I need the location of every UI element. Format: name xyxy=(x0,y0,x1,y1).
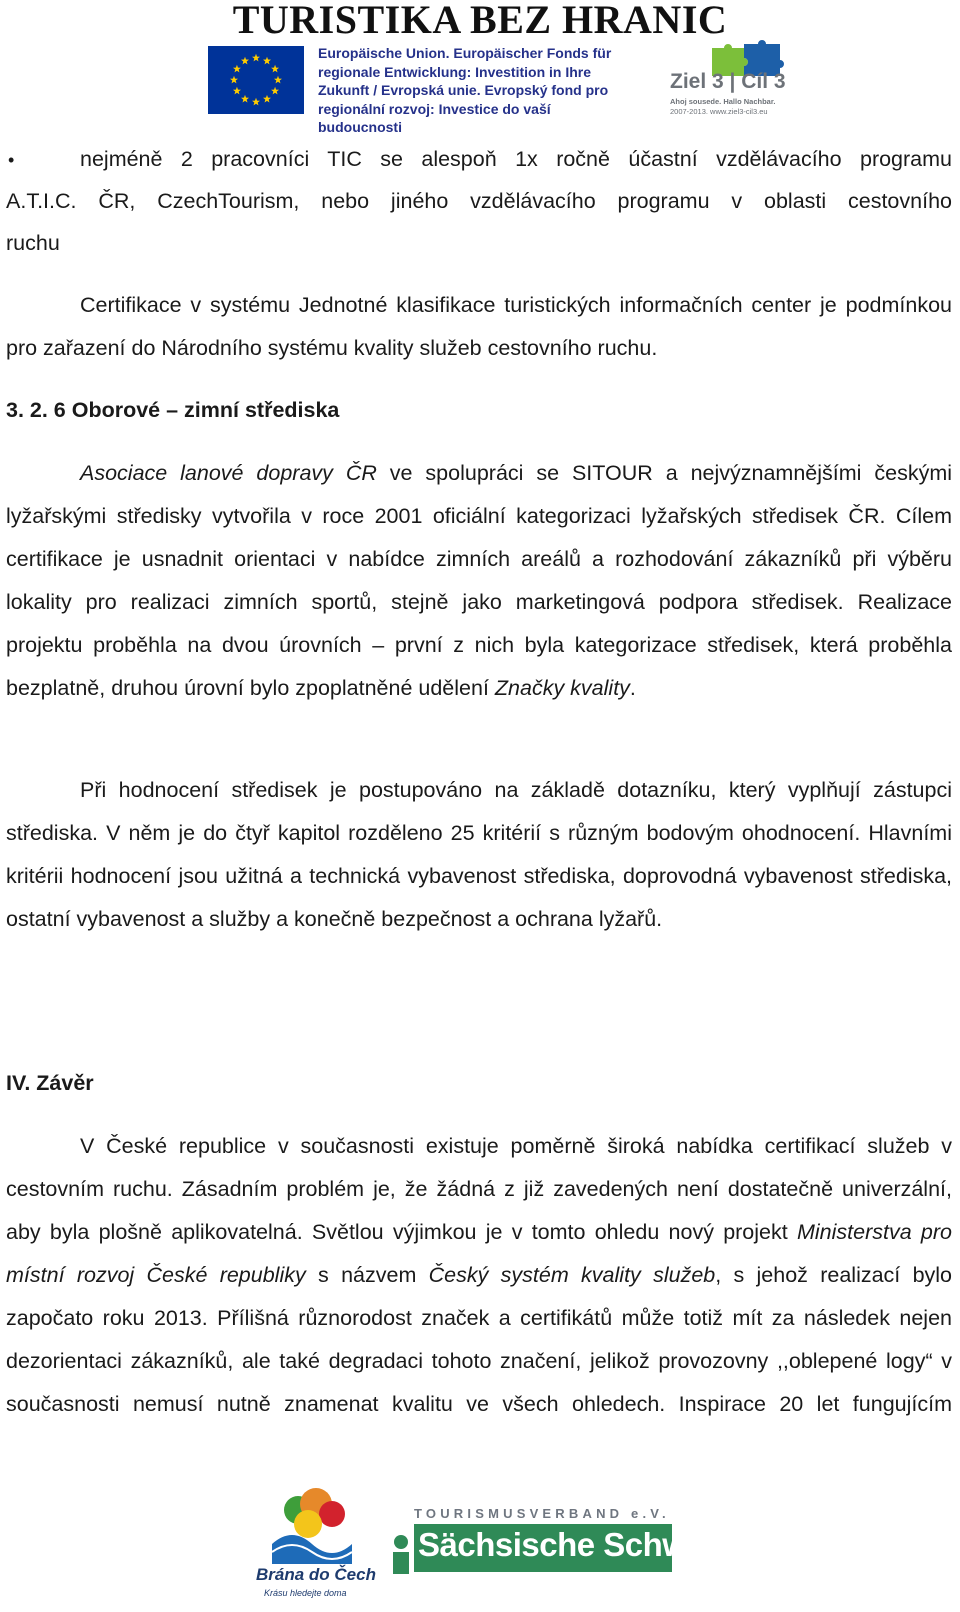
paragraph-text: . xyxy=(629,676,636,700)
italic-text: Asociace lanové dopravy ČR xyxy=(80,461,377,485)
ziel3-logo-title: Ziel 3 | Cíl 3 xyxy=(670,70,786,93)
eu-funding-text xyxy=(318,44,636,137)
bullet-line: ruchu xyxy=(6,231,60,255)
paragraph-text: ve spolupráci se SITOUR a nejvýznamnějšími českými lyžařskými středisky vytvořila v roce 2001 oficiální kategorizaci lyžařských středisek ČR. Cílem certifikace je usnadnit orientaci v nabídce zimních areálů a rozhodování zákazníků při výběru lokality pro realizaci zimních sportů, stejně jako marketingová podpora středisek. Realizace projektu proběhla na dvou úrovních – první z nich byla kategorizace středisek, která proběhla bezplatně, druhou úrovní bylo zpoplatněné udělení xyxy=(6,461,953,700)
bullet-icon: • xyxy=(8,150,15,170)
bullet-line-text: nejméně 2 pracovníci TIC se alespoň 1x ročně účastní vzdělávacího programu xyxy=(80,147,952,171)
brana-do-cech-logo-name: Brána do Čech xyxy=(256,1565,376,1584)
paragraph-text: , s jehož realizací bylo započato roku 2013. Přílišná různorodost značek a certifikátů může totiž mít za následek nejen dezorientaci zákazníků, ale také degradaci tohoto značení, jelikož provozovny ,,oblepené logy“ v současnosti nemusí nutně znamenat kvalitu ve všech ohledech. Inspirace 20 let fungujícím xyxy=(6,1263,953,1416)
paragraph-text: s názvem xyxy=(305,1263,429,1287)
tourismusverband-label: TOURISMUSVERBAND e.V. xyxy=(414,1506,670,1521)
bullet-line xyxy=(6,138,952,181)
paragraph-evaluation xyxy=(6,769,952,941)
eu-funding-line: Europäische Union. Europäischer Fonds für xyxy=(318,45,612,61)
document-header-title: TURISTIKA BEZ HRANIC xyxy=(232,0,728,42)
italic-text: Ministerstva pro místní rozvoj České republiky xyxy=(6,1220,952,1287)
paragraph-ski-resorts xyxy=(6,452,952,710)
saechsische-schweiz-mark-icon xyxy=(390,1534,412,1574)
ziel3-logo-url: 2007-2013. www.ziel3-cil3.eu xyxy=(670,107,768,116)
section-heading-winter-resorts: 3. 2. 6 Oborové – zimní střediska xyxy=(6,398,340,422)
bullet-line: A.T.I.C. ČR, CzechTourism, nebo jiného vzdělávacího programu v oblasti cestovního xyxy=(6,189,952,213)
paragraph-text: V České republice v současnosti existuje poměrně široká nabídka certifikací služeb v cestovním ruchu. Zásadním problém je, že žádná z již zavedených není dostatečně univerzální, aby byla plošně aplikovatelná. Světlou výjimkou je v tomto ohledu nový projekt xyxy=(6,1134,952,1244)
brana-do-cech-logo-icon xyxy=(258,1484,370,1566)
italic-text: Značky kvality xyxy=(494,676,630,700)
eu-funding-line: Zukunft / Evropská unie. Evropský fond pro xyxy=(318,82,609,98)
saechsische-schweiz-logo-text: Sächsische Schweiz xyxy=(418,1526,730,1563)
section-heading-conclusion: IV. Závěr xyxy=(6,1071,94,1095)
paragraph-conclusion xyxy=(6,1125,952,1426)
ziel3-logo-tagline: Ahoj sousede. Hallo Nachbar. xyxy=(670,97,776,106)
eu-flag-icon xyxy=(208,46,304,114)
paragraph-text: Při hodnocení středisek je postupováno na základě dotazníku, který vyplňují zástupci střediska. V něm je do čtyř kapitol rozděleno 25 kritérií s různým bodovým ohodnocení. Hlavními kritérii hodnocení jsou užitná a technická vybavenost střediska, doprovodná vybavenost střediska, ostatní vybavenost a služby a konečně bezpečnost a ochrana lyžařů. xyxy=(6,778,952,931)
brana-do-cech-logo-tagline: Krásu hledejte doma xyxy=(264,1588,347,1598)
paragraph-certification xyxy=(6,284,952,370)
eu-funding-line: regionální rozvoj: Investice do vaší budoucnosti xyxy=(318,100,551,135)
paragraph-text: Certifikace v systému Jednotné klasifikace turistických informačních center je podmínkou pro zařazení do Národního systému kvality služeb cestovního ruchu. xyxy=(6,293,952,360)
italic-text: Český systém kvality služeb xyxy=(428,1263,716,1287)
eu-funding-line: regionale Entwicklung: Investition in Ihre xyxy=(318,63,592,80)
